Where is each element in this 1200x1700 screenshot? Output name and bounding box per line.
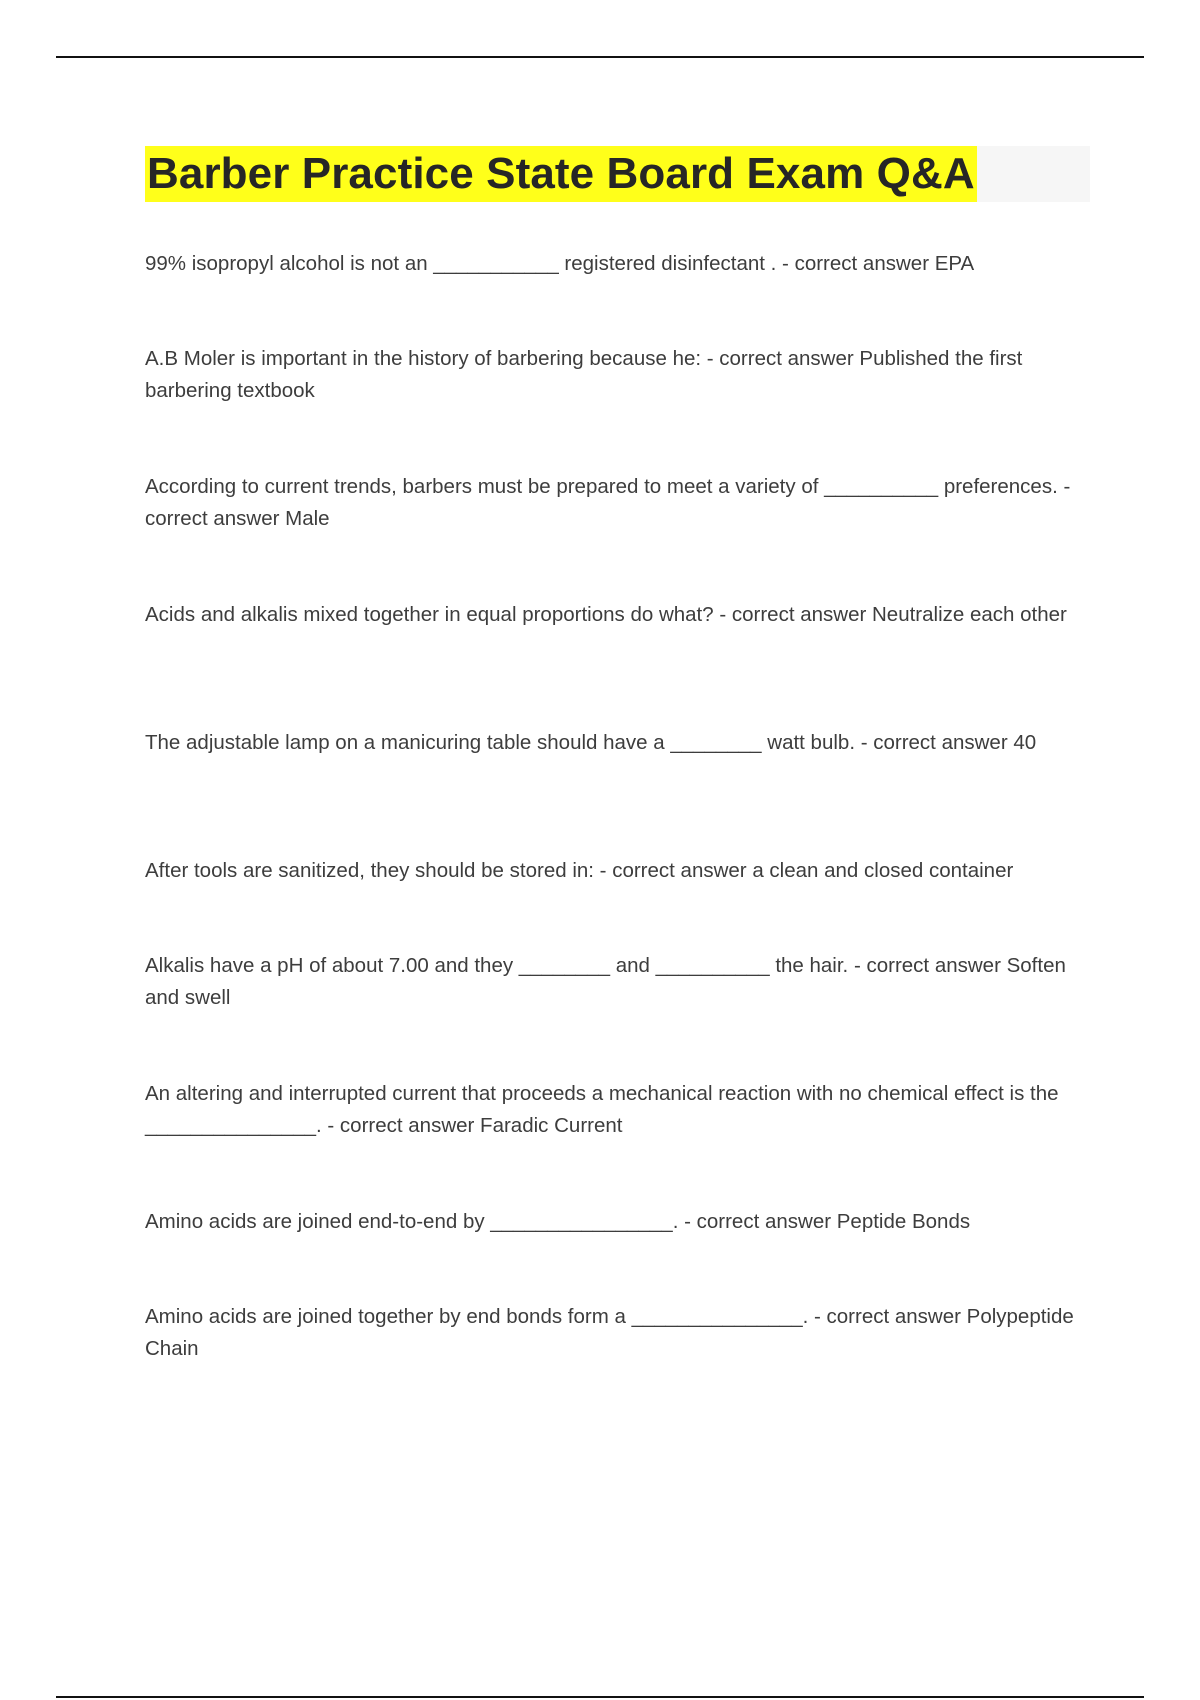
- qa-item-8: An altering and interrupted current that proceeds a mechanical reaction with no chemical effect is the _______________. - correct answer Faradic Current: [145, 1082, 1059, 1137]
- qa-item-5: The adjustable lamp on a manicuring table should have a ________ watt bulb. - correct answer 40: [145, 731, 1037, 754]
- qa-item-2: A.B Moler is important in the history of barbering because he: - correct answer Published the first barbering textbook: [145, 347, 1023, 402]
- qa-list: [145, 248, 1090, 1429]
- document-body: [145, 146, 1090, 1429]
- qa-item-6: After tools are sanitized, they should be stored in: - correct answer a clean and closed container: [145, 859, 1014, 882]
- document-title: Barber Practice State Board Exam Q&A: [145, 146, 977, 202]
- top-divider: [56, 56, 1144, 58]
- qa-item-9: Amino acids are joined end-to-end by ________________. - correct answer Peptide Bonds: [145, 1210, 971, 1233]
- qa-item-10: Amino acids are joined together by end bonds form a _______________. - correct answer Polypeptide Chain: [145, 1305, 1074, 1360]
- qa-item-4: Acids and alkalis mixed together in equal proportions do what? - correct answer Neutralize each other: [145, 603, 1067, 626]
- bottom-divider: [56, 1696, 1144, 1698]
- qa-item-7: Alkalis have a pH of about 7.00 and they ________ and __________ the hair. - correct answer Soften and swell: [145, 954, 1066, 1009]
- qa-item-3: According to current trends, barbers must be prepared to meet a variety of __________ preferences. - correct answer Male: [145, 475, 1071, 530]
- qa-item-1: 99% isopropyl alcohol is not an ___________ registered disinfectant . - correct answer EPA: [145, 252, 975, 275]
- title-block: [145, 146, 1090, 204]
